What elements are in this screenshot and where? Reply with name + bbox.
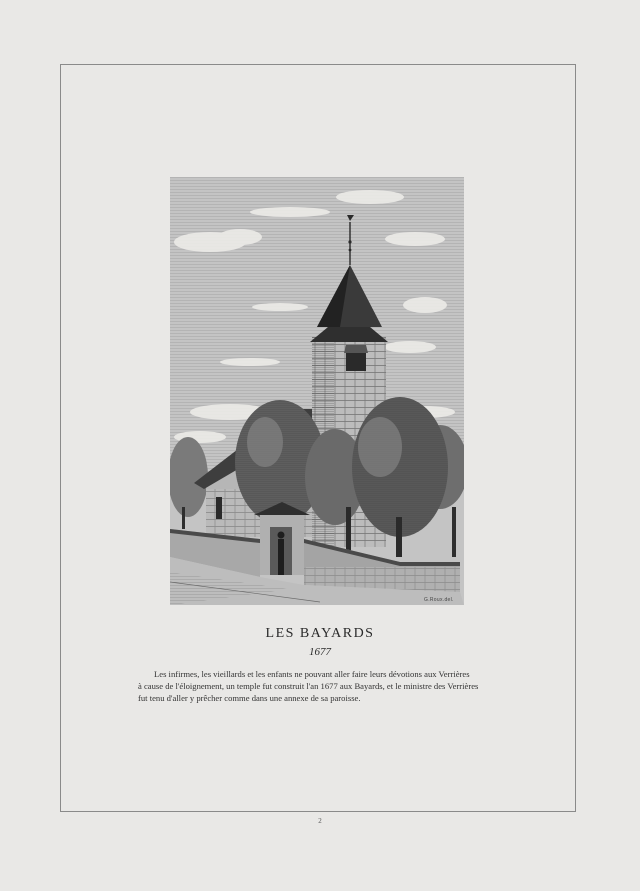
plate-caption [138,668,500,704]
page-number: 2 [318,817,322,825]
caption-line: à cause de l'éloignement, un temple fut construit l'an 1677 aux Bayards, et le ministre des Verrières [138,681,479,691]
caption-line: Les infirmes, les vieillards et les enfants ne pouvant aller faire leurs dévotions aux Verrières [154,669,470,679]
artist-signature: G.Roux.del. [424,597,454,603]
plate-title: LES BAYARDS [265,626,375,641]
caption-line: fut tenu d'aller y prêcher comme dans une annexe de sa paroisse. [138,693,361,703]
church-engraving [170,177,464,605]
plate-year: 1677 [309,646,331,658]
church-engraving-drawing [170,177,464,605]
